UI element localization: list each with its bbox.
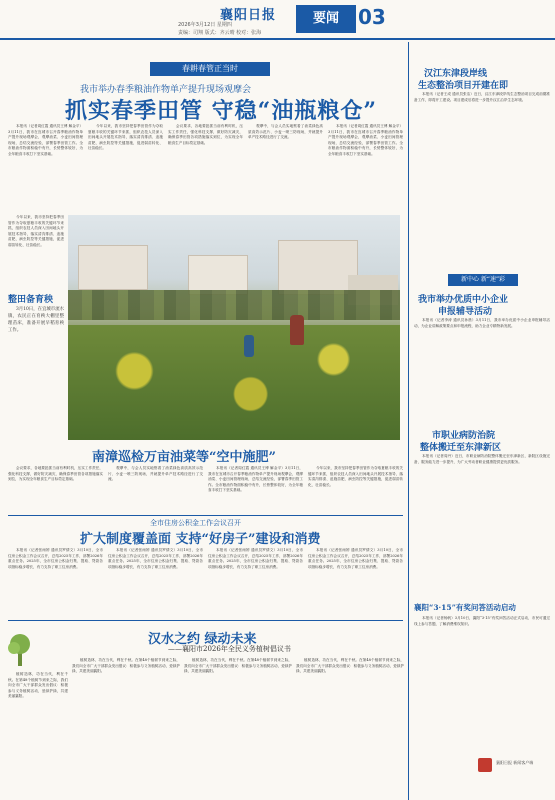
right-article3-title2: 整体搬迁至东津新区 [420,443,502,453]
right-article4-title: 襄阳“3·15”有奖问答活动启动 [414,603,516,612]
photo-story-col4: 今年以来，我市坚持把春季田管作为夺取夏粮丰收的关键环节来抓，组织农技人员深入田间地头开展技术指导，落实清沟排渍、追施苗肥、病虫防控等关键措施，促进弱苗转化、壮苗稳长。 [308,466,403,487]
third-side-text: 植树造林，功在当代，利在千秋。在第48个植树节到来之际，我们向全市广大干部群众发出倡议：积极参与义务植树活动，爱绿护绿，共建美丽襄阳。 [8,672,68,699]
second-body-col2: 本报讯（记者张雨婷 通讯员罗倩文）3月10日，全市住房公积金工作会议召开，总结2025年工作，部署2026年重点任务。2025年，全市住房公积金归集、提取、贷款各项指标稳步增长，有力支持了职工住房消费。 [108,548,203,569]
second-banner: 全市住房公积金工作会议召开 [150,519,241,527]
lead-body-col2: 今年以来，我市坚持把春季田管作为夺取夏粮丰收的关键环节来抓，组织农技人员深入田间地头开展技术指导，落实清沟排渍、追施苗肥、病虫防控等关键措施，促进弱苗转化、壮苗稳长。 [88,124,163,151]
right-article2-title2: 申报辅导活动 [438,307,493,317]
masthead [0,0,555,40]
section-divider [8,515,403,516]
right-article1-title2: 生态整治项目开建在即 [418,81,509,91]
photo-story-col3: 本报讯（记者周红霞 通讯员王博 解金平）3月11日，我市在宜城市召开春季粮油作物单产提升现场观摩会，观摩油菜、小麦田间管理现场，总结交流经验，部署春季田管工作。全市粮油作物面积稳中有升，长势整体较好，为全年粮食丰收打下坚实基础。 [208,466,303,493]
right-article1-body: 本报讯（记者王成 通讯员张洁）近日，汉江东津段岸线生态整治项目完成前期准备工作，即将开工建设。项目建成后将进一步提升汉江沿岸生态环境。 [414,92,550,102]
third-body-col1: 植树造林，功在当代，利在千秋。在第48个植树节到来之际，我们向全市广大干部群众发出倡议：积极参与义务植树活动，爱绿护绿，共建美丽襄阳。 [72,658,180,674]
photo-story-col2: 观摩中，与会人员实地察看了油菜绿色高质高效示范片、小麦一喷三防现场，并就提升单产技术路径进行了交流。 [108,466,203,482]
right-article1-title: 汉江东津段岸线 [424,69,488,79]
lead-body-col3: 会议要求，各地要抢抓当前有利时机，压实工作责任，强化科技支撑，做好防灾减灾，确保春季田管各项措施落实到位，为实现全年粮食生产目标奠定基础。 [168,124,243,145]
lead-headline: 抓实春季田管 守稳“油瓶粮仓” [65,98,377,124]
right-article4-body: 本报讯（记者杨帆）3月10日，襄阳“3·15”有奖问答活动正式启动，市民可通过线上参与答题，了解消费维权知识。 [414,616,550,626]
third-headline: 汉水之约 绿动未来 [148,632,257,647]
right-article3-title: 市职业病防治院 [432,431,496,441]
right-banner: 新中心 新“速”彩 [448,274,518,286]
section-divider [8,620,403,621]
third-body-col3: 植树造林，功在当代，利在千秋。在第48个植树节到来之际，我们向全市广大干部群众发出倡议：积极参与义务植树活动，爱绿护绿，共建美丽襄阳。 [296,658,404,674]
second-body-col3: 本报讯（记者张雨婷 通讯员罗倩文）3月10日，全市住房公积金工作会议召开，总结2025年工作，部署2026年重点任务。2025年，全市住房公积金归集、提取、贷款各项指标稳步增长，有力支持了职工住房消费。 [208,548,303,569]
second-body-col1: 本报讯（记者张雨婷 通讯员罗倩文）3月10日，全市住房公积金工作会议召开，总结2025年工作，部署2026年重点任务。2025年，全市住房公积金归集、提取、贷款各项指标稳步增长，有力支持了职工住房消费。 [8,548,103,569]
side-feature-title: 整田备育秧 [8,295,54,305]
page-number: 03 [358,5,386,29]
lead-body-col4: 观摩中，与会人员实地察看了油菜绿色高质高效示范片、小麦一喷三防现场，并就提升单产技术路径进行了交流。 [248,124,323,140]
right-article2-title: 我市举办优质中小企业 [418,295,509,305]
qr-seal-icon [478,758,492,772]
third-body-col2: 植树造林，功在当代，利在千秋。在第48个植树节到来之际，我们向全市广大干部群众发出倡议：积极参与义务植树活动，爱绿护绿，共建美丽襄阳。 [184,658,292,674]
lead-banner: 春耕春管正当时 [150,62,270,76]
newspaper-logo: 襄阳日报 [220,8,277,23]
editor-credits: 责编：司翔 版式：齐云晴 校对：张海 [178,30,262,36]
photo-story-col1: 会议要求，各地要抢抓当前有利时机，压实工作责任，强化科技支撑，做好防灾减灾，确保春季田管各项措施落实到位，为实现全年粮食生产目标奠定基础。 [8,466,103,482]
sapling-illustration-icon [5,628,35,668]
left-side-text: 今年以来，我市坚持把春季田管作为夺取夏粮丰收的关键环节来抓，组织农技人员深入田间地头开展技术指导，落实清沟排渍、追施苗肥、病虫防控等关键措施，促进弱苗转化、壮苗稳长。 [8,215,64,247]
rapeseed-field-photo [68,215,400,440]
farmer-figure [244,335,254,357]
lead-subhead: 我市举办春季粮油作物单产提升现场观摩会 [80,85,252,95]
right-article2-body: 本报讯（记者李涛 通讯员孙晨）3月11日，我市举办优质中小企业申报辅导活动，为企业讲解政策要点和申报流程，助力企业专精特新发展。 [414,318,550,328]
lead-body-col1: 本报讯（记者周红霞 通讯员王博 解金平）3月11日，我市在宜城市召开春季粮油作物单产提升现场观摩会，观摩油菜、小麦田间管理现场，总结交流经验，部署春季田管工作。全市粮油作物面积稳中有升，长势整体较好，为全年粮食丰收打下坚实基础。 [8,124,83,156]
second-body-col4: 本报讯（记者张雨婷 通讯员罗倩文）3月10日，全市住房公积金工作会议召开，总结2025年工作，部署2026年重点任务。2025年，全市住房公积金归集、提取、贷款各项指标稳步增长，有力支持了职工住房消费。 [308,548,403,569]
side-feature-text: 3月10日，在宜城市流水镇，农民正在育秧大棚里整理苗床，准备开展早稻育秧工作。 [8,307,64,333]
lead-body-col5: 本报讯（记者周红霞 通讯员王博 解金平）3月11日，我市在宜城市召开春季粮油作物单产提升现场观摩会，观摩油菜、小麦田间管理现场，总结交流经验，部署春季田管工作。全市粮油作物面积稳中有升，长势整体较好，为全年粮食丰收打下坚实基础。 [328,124,403,156]
farmer-figure [290,315,304,345]
right-article3-body: 本报讯（记者周丹）近日，市职业病防治院整体搬迁至东津新区，新院区设施完备，服务能力进一步提升，为广大劳动者职业健康提供更优质服务。 [414,454,550,464]
second-headline: 扩大制度覆盖面 支持“好房子”建设和消费 [80,532,321,547]
issue-date: 2026年3月12日 星期四 [178,22,232,28]
section-label: 要闻 [296,5,356,33]
third-subhead: ——襄阳市2026年全民义务植树倡议书 [168,645,291,653]
seal-caption: 襄阳日报 新闻客户端 [496,760,534,765]
photo-headline: 南漳巡检万亩油菜等“空中施肥” [92,450,276,465]
